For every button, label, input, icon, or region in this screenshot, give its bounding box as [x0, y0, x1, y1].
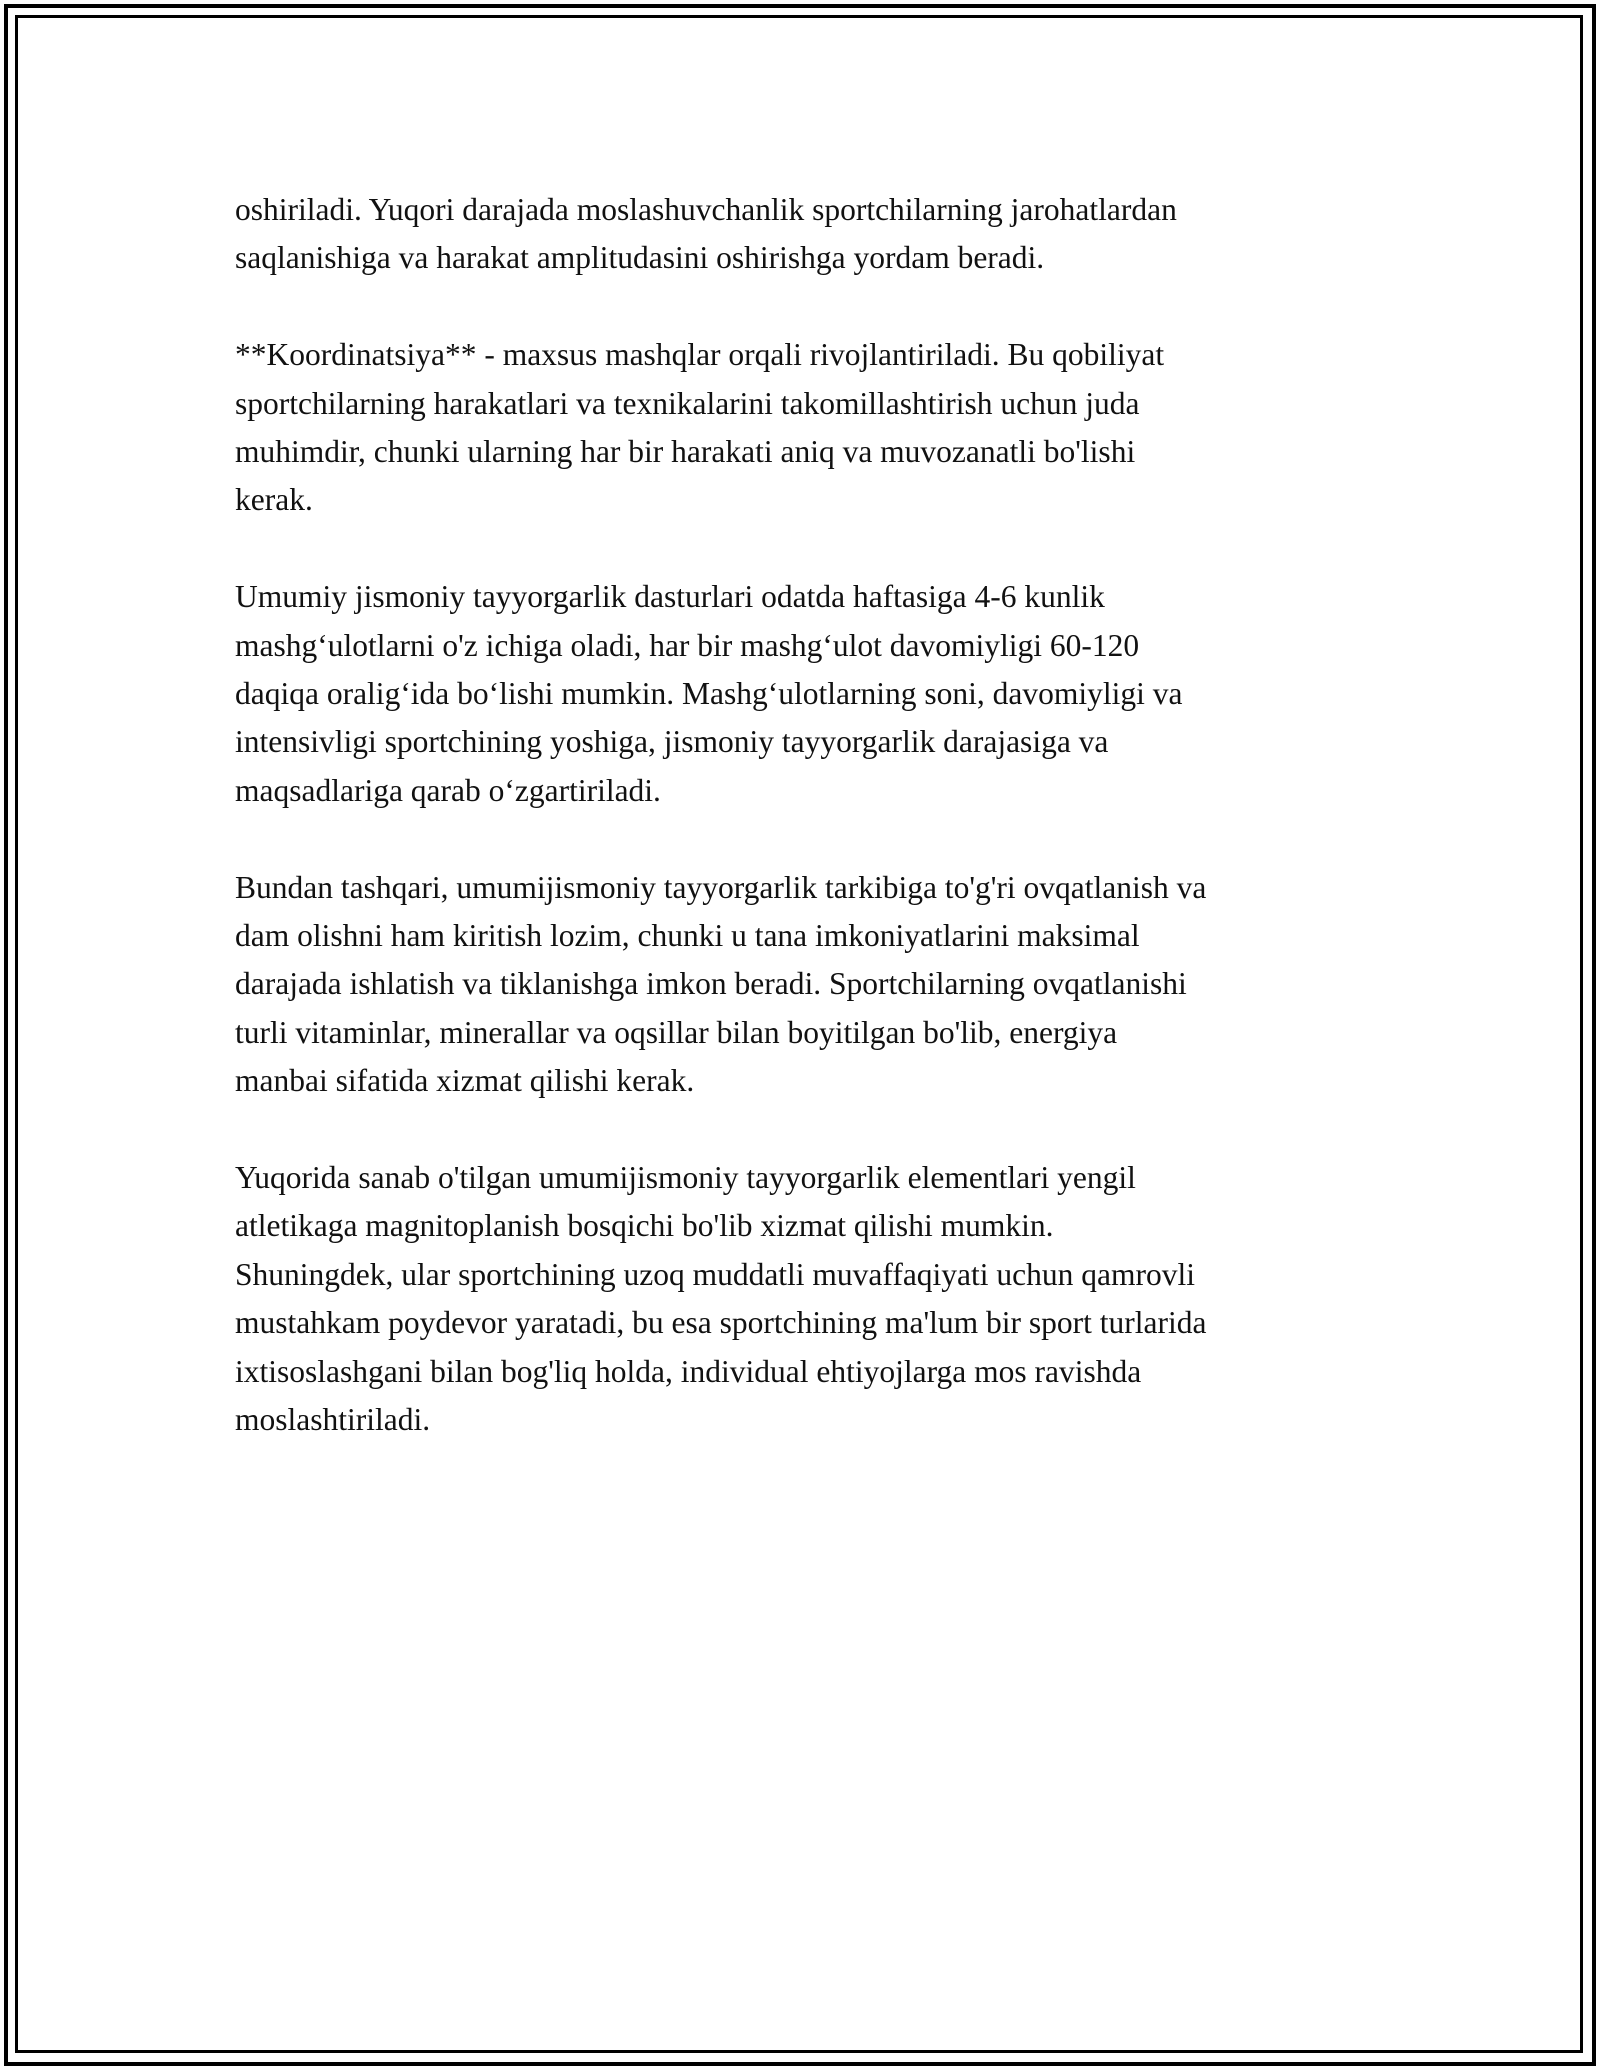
paragraph-training-programs: Umumiy jismoniy tayyorgarlik dasturlari odatda haftasiga 4-6 kunlik mashg‘ulotlarni o'z ichiga oladi, har bir mashg‘ulot davomiyligi 60-120 daqiqa oralig‘ida bo‘lishi mumkin. Mashg‘ulotlarning soni, davomiyligi va intensivligi sportchining yoshiga, jismoniy tayyorgarlik darajasiga va maqsadlariga qarab o‘zgartiriladi. [235, 579, 1183, 808]
paragraph-nutrition: Bundan tashqari, umumijismoniy tayyorgarlik tarkibiga to'g'ri ovqatlanish va dam olishni ham kiritish lozim, chunki u tana imkoniyatlarini maksimal darajada ishlatish va tiklanishga imkon beradi. Sportchilarning ovqatlanishi turli vitaminlar, minerallar va oqsillar bilan boyitilgan bo'lib, energiya manbai sifatida xizmat qilishi kerak. [235, 869, 1207, 1099]
document-body [235, 186, 1375, 1493]
paragraph-coordination: **Koordinatsiya** - maxsus mashqlar orqali rivojlantiriladi. Bu qobiliyat sportchilarning harakatlari va texnikalarini takomillashtirish uchun juda muhimdir, chunki ularning har bir harakati aniq va muvozanatli bo'lishi kerak. [235, 337, 1165, 518]
paragraph-flexibility: oshiriladi. Yuqori darajada moslashuvchanlik sportchilarning jarohatlardan saqlanishiga va harakat amplitudasini oshirishga yordam beradi. [235, 192, 1177, 276]
paragraph-conclusion: Yuqorida sanab o'tilgan umumijismoniy tayyorgarlik elementlari yengil atletikaga magnitoplanish bosqichi bo'lib xizmat qilishi mumkin. Shuningdek, ular sportchining uzoq muddatli muvaffaqiyati uchun qamrovli mustahkam poydevor yaratadi, bu esa sportchining ma'lum bir sport turlarida ixtisoslashgani bilan bog'liq holda, individual ehtiyojlarga mos ravishda moslashtiriladi. [235, 1160, 1207, 1438]
